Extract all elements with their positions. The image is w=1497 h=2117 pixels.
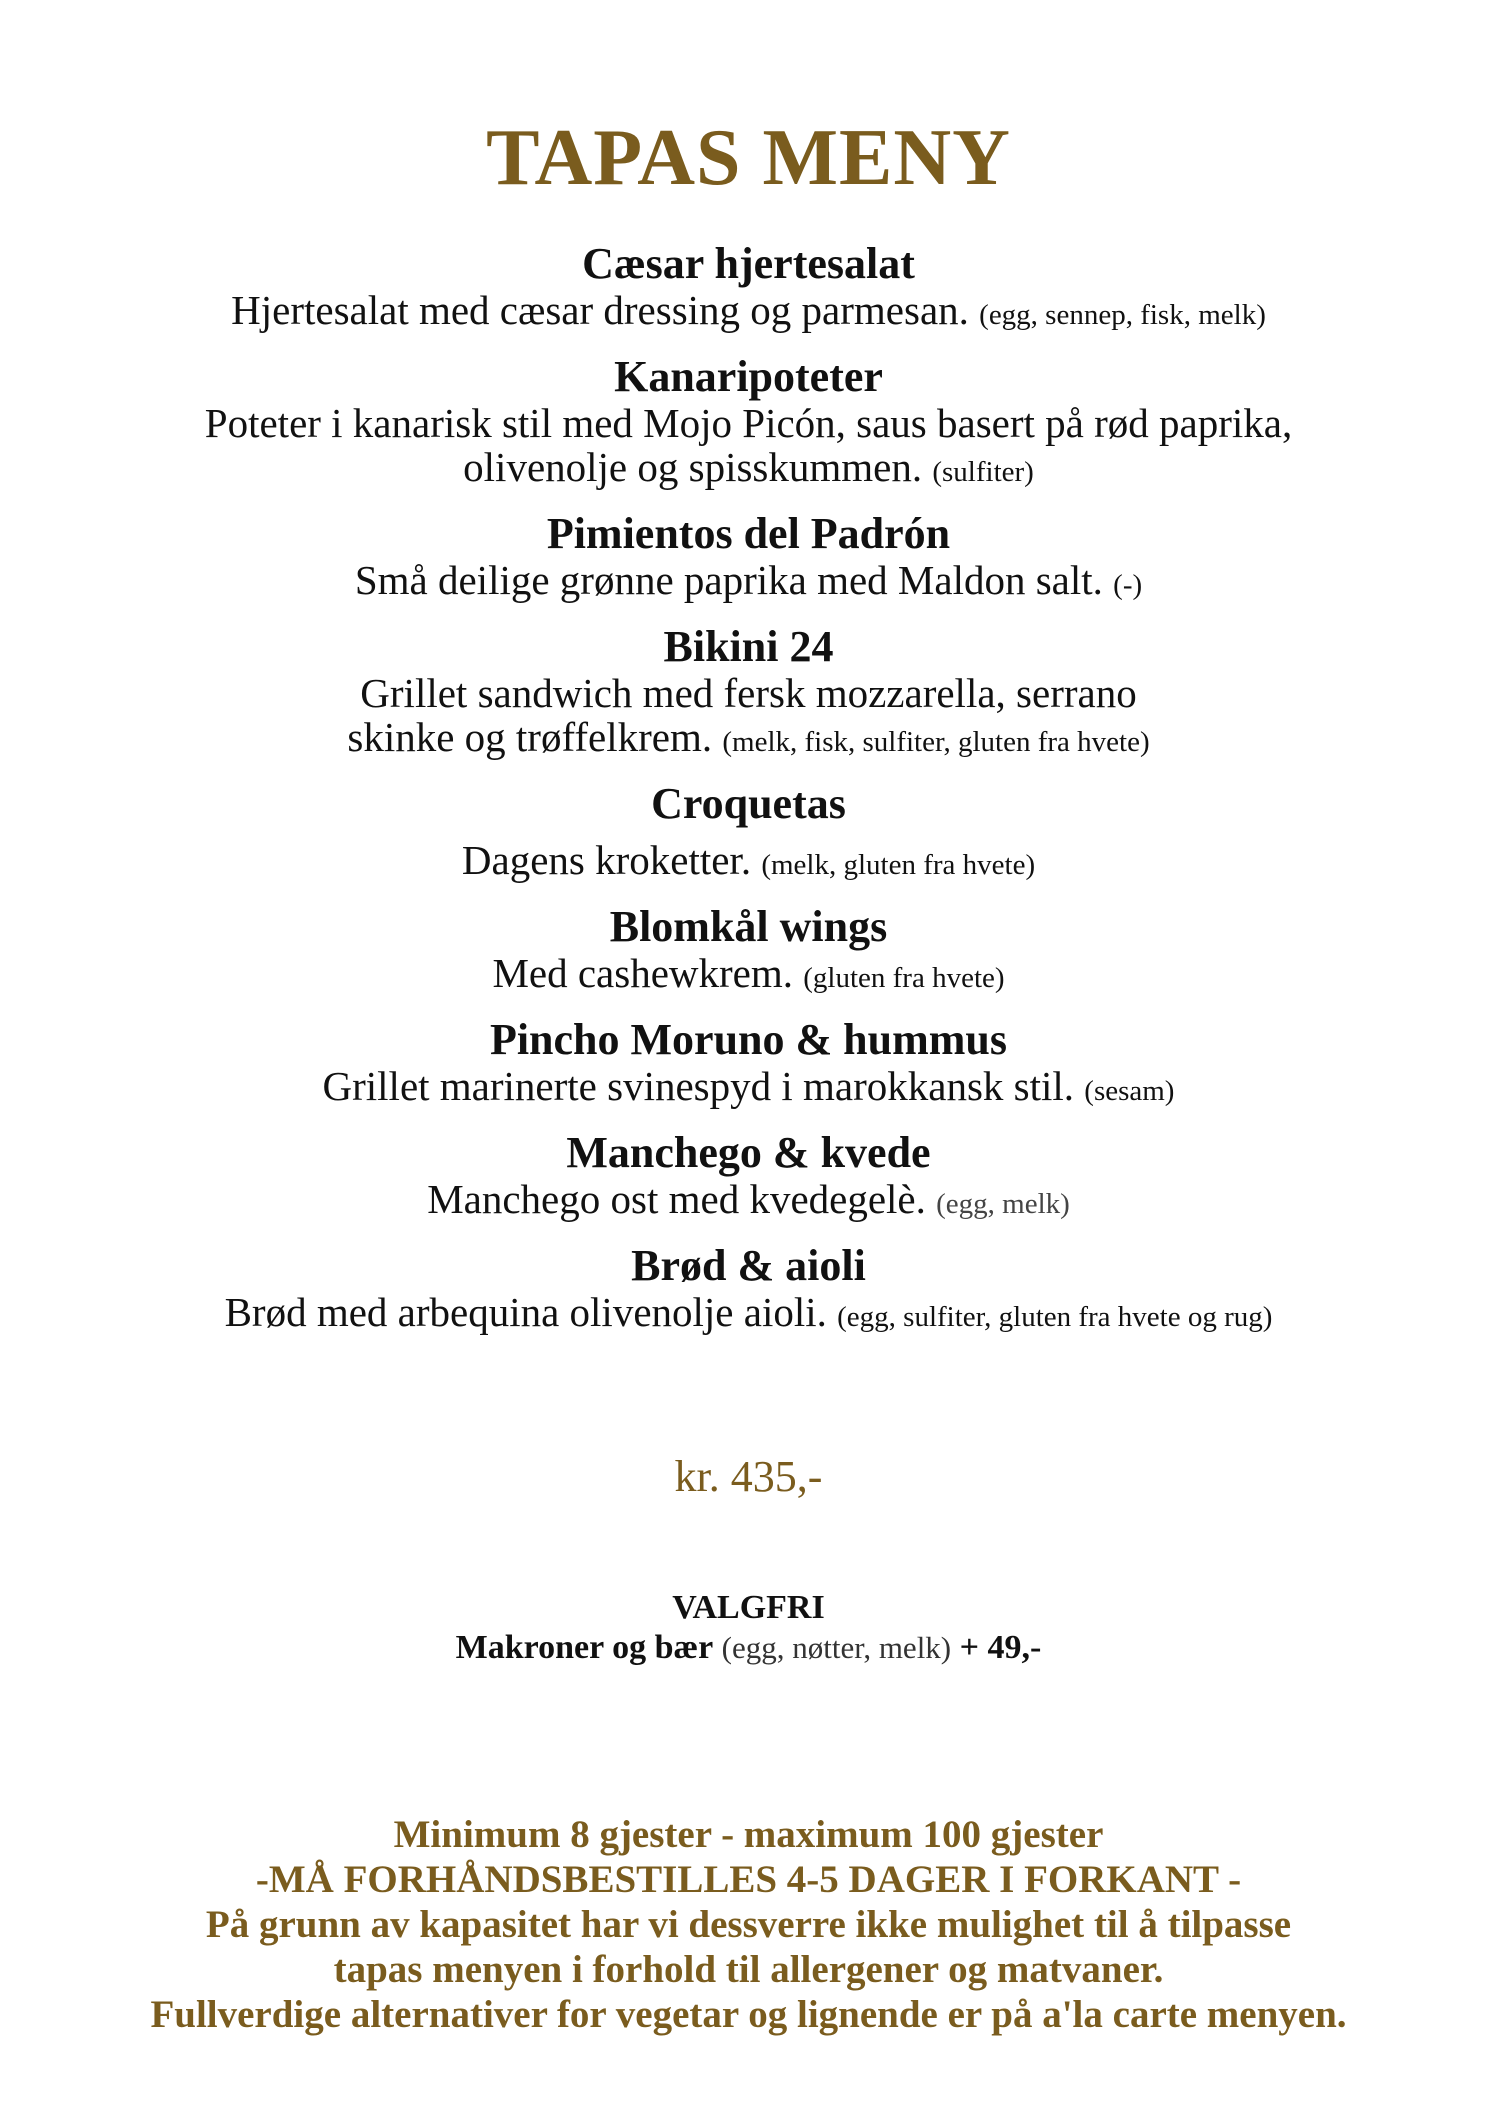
item-allergens: (melk, gluten fra hvete) bbox=[761, 849, 1036, 881]
item-description bbox=[100, 445, 1397, 494]
optional-addon bbox=[0, 1588, 1497, 1668]
optional-heading: VALGFRI bbox=[672, 1589, 825, 1626]
item-description bbox=[100, 558, 1397, 607]
optional-allergens: (egg, nøtter, melk) bbox=[721, 1630, 952, 1665]
item-description bbox=[100, 1177, 1397, 1226]
optional-line bbox=[0, 1628, 1497, 1668]
item-name: Cæsar hjertesalat bbox=[582, 239, 915, 288]
menu-item bbox=[100, 1242, 1397, 1339]
menu-item bbox=[100, 510, 1397, 607]
item-description-text: Med cashewkrem. bbox=[492, 950, 793, 996]
item-description-text: Grillet sandwich med fersk mozzarella, serrano bbox=[360, 670, 1137, 716]
menu-item bbox=[100, 1016, 1397, 1113]
item-description bbox=[100, 1064, 1397, 1113]
item-description-text: Manchego ost med kvedegelè. bbox=[427, 1176, 926, 1222]
item-allergens: (egg, sulfiter, gluten fra hvete og rug) bbox=[837, 1301, 1273, 1333]
notice-line: tapas menyen i forhold til allergener og matvaner. bbox=[333, 1948, 1164, 1991]
item-description-text: Hjertesalat med cæsar dressing og parmesan. bbox=[231, 287, 969, 333]
item-name: Pimientos del Padrón bbox=[546, 509, 951, 558]
booking-notice bbox=[40, 1812, 1457, 2037]
item-description-text: Brød med arbequina olivenolje aioli. bbox=[224, 1289, 827, 1335]
menu-items bbox=[100, 240, 1397, 1355]
item-description-text: Poteter i kanarisk stil med Mojo Picón, saus basert på rød paprika, bbox=[204, 400, 1293, 446]
item-description bbox=[100, 401, 1397, 445]
item-allergens: (-) bbox=[1113, 569, 1143, 601]
notice-line: -MÅ FORHÅNDSBESTILLES 4-5 DAGER I FORKANT - bbox=[255, 1858, 1242, 1901]
item-name: Kanaripoteter bbox=[614, 352, 883, 401]
item-description bbox=[100, 1290, 1397, 1339]
item-description bbox=[100, 288, 1397, 337]
item-name: Pincho Moruno & hummus bbox=[489, 1015, 1008, 1064]
item-allergens: (egg, sennep, fisk, melk) bbox=[979, 299, 1266, 331]
item-description bbox=[100, 838, 1397, 887]
notice-line: På grunn av kapasitet har vi dessverre ikke mulighet til å tilpasse bbox=[205, 1903, 1292, 1946]
menu-item bbox=[100, 1129, 1397, 1226]
item-allergens: (egg, melk) bbox=[936, 1188, 1070, 1220]
notice-line: Fullverdige alternativer for vegetar og lignende er på a'la carte menyen. bbox=[150, 1993, 1347, 2036]
item-description-text: Dagens kroketter. bbox=[461, 837, 752, 883]
menu-item bbox=[100, 780, 1397, 887]
menu-price: kr. 435,- bbox=[674, 1452, 823, 1501]
menu-item bbox=[100, 623, 1397, 764]
item-allergens: (melk, fisk, sulfiter, gluten fra hvete) bbox=[722, 726, 1150, 758]
item-allergens: (sesam) bbox=[1084, 1075, 1175, 1107]
item-description-text: Grillet marinerte svinespyd i marokkansk stil. bbox=[322, 1063, 1075, 1109]
item-description bbox=[100, 671, 1397, 715]
menu-item bbox=[100, 240, 1397, 337]
item-name: Manchego & kvede bbox=[566, 1128, 931, 1177]
menu-item bbox=[100, 353, 1397, 494]
item-description bbox=[100, 951, 1397, 1000]
item-name: Blomkål wings bbox=[609, 902, 888, 951]
item-allergens: (gluten fra hvete) bbox=[803, 962, 1005, 994]
item-name: Croquetas bbox=[651, 779, 846, 828]
menu-item bbox=[100, 903, 1397, 1000]
menu-title: TAPAS MENY bbox=[486, 114, 1011, 202]
item-allergens: (sulfiter) bbox=[932, 456, 1034, 488]
item-name: Bikini 24 bbox=[663, 622, 834, 671]
item-description-text: Små deilige grønne paprika med Maldon salt. bbox=[354, 557, 1103, 603]
optional-price: + 49,- bbox=[959, 1629, 1042, 1666]
item-description-text: skinke og trøffelkrem. bbox=[347, 714, 713, 760]
notice-line: Minimum 8 gjester - maximum 100 gjester bbox=[393, 1813, 1104, 1856]
item-name: Brød & aioli bbox=[631, 1241, 866, 1290]
item-description-text: olivenolje og spisskummen. bbox=[463, 444, 923, 490]
optional-name: Makroner og bær bbox=[455, 1629, 714, 1666]
item-description bbox=[100, 715, 1397, 764]
